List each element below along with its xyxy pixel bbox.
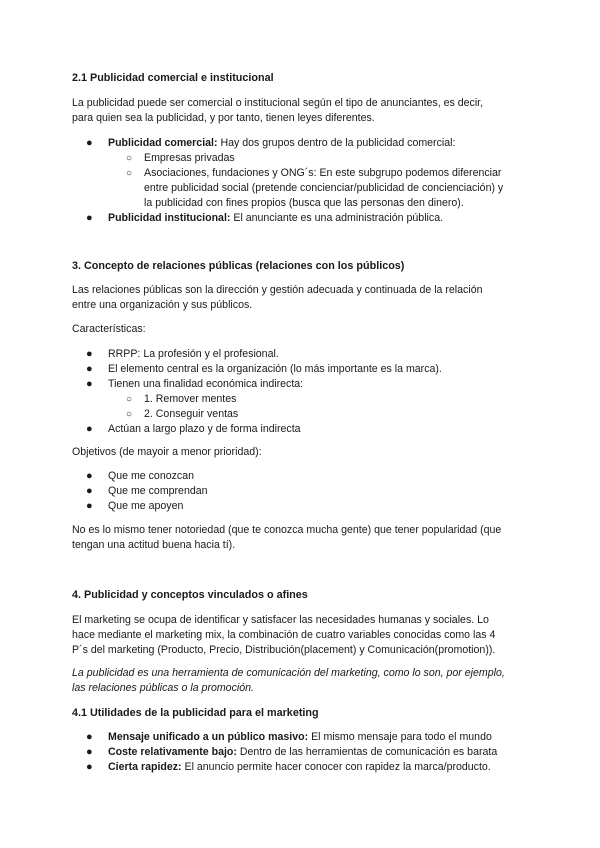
paragraph-line: las relaciones públicas o la promoción. (72, 682, 254, 694)
sub-list-item (72, 407, 534, 422)
list-item (72, 362, 534, 377)
term-label: Mensaje unificado a un público masivo: (108, 731, 309, 743)
section-4-paragraph (72, 613, 534, 658)
bullet-icon: ● (86, 731, 93, 743)
paragraph-line: La publicidad puede ser comercial o institucional según el tipo de anunciantes, es decir, (72, 97, 484, 109)
sub-list-item (72, 166, 534, 211)
item-text: Que me comprendan (108, 485, 208, 497)
objectives-label: Objetivos (de mayoir a menor prioridad): (72, 446, 262, 458)
paragraph-line: El marketing se ocupa de identificar y satisfacer las necesidades humanas y sociales. Lo (72, 614, 489, 626)
term-label: Cierta rapidez: (108, 761, 182, 773)
term-text: Dentro de las herramientas de comunicación es barata (236, 746, 498, 758)
characteristics-list (72, 347, 534, 437)
sub-item-text: Asociaciones, fundaciones y ONG´s: En este subgrupo podemos diferenciar (144, 167, 502, 179)
section-2-1-heading: 2.1 Publicidad comercial e institucional (72, 72, 274, 84)
circle-bullet-icon: ○ (126, 168, 133, 179)
objectives-list (72, 469, 534, 514)
list-item (72, 422, 534, 437)
paragraph-line: No es lo mismo tener notoriedad (que te conozca mucha gente) que tener popularidad (que (72, 524, 502, 536)
bullet-icon: ● (86, 470, 93, 482)
term-label: Publicidad comercial: (108, 137, 218, 149)
sub-list-item (72, 151, 534, 166)
section-3-intro (72, 283, 534, 313)
list-item (72, 347, 534, 362)
list-item (72, 484, 534, 499)
paragraph-line: entre una organización y sus públicos. (72, 299, 253, 311)
sub-item-text: Empresas privadas (144, 152, 235, 164)
bullet-icon: ● (86, 378, 93, 390)
bullet-icon: ● (86, 500, 93, 512)
section-2-1-intro (72, 96, 534, 126)
item-text: Actúan a largo plazo y de forma indirecta (108, 423, 301, 435)
bullet-icon: ● (86, 485, 93, 497)
paragraph-line: P´s del marketing (Producto, Precio, Distribución(placement) y Comunicación(promotion)). (72, 644, 496, 656)
section-3-heading: 3. Concepto de relaciones públicas (relaciones con los públicos) (72, 260, 405, 272)
section-3-closing (72, 523, 534, 553)
bullet-icon: ● (86, 761, 93, 773)
paragraph-line: para quien sea la publicidad, y por tanto, tienen leyes diferentes. (72, 112, 375, 124)
list-item (72, 745, 534, 760)
sub-item-text: 2. Conseguir ventas (144, 408, 239, 420)
bullet-icon: ● (86, 348, 93, 360)
item-text: Que me apoyen (108, 500, 184, 512)
item-text: Tienen una finalidad económica indirecta: (108, 378, 304, 390)
circle-bullet-icon: ○ (126, 409, 133, 420)
paragraph-line: hace mediante el marketing mix, la combinación de cuatro variables conocidas como las 4 (72, 629, 496, 641)
list-item (72, 499, 534, 514)
list-item (72, 760, 534, 775)
paragraph-line: tengan una actitud buena hacia tí). (72, 539, 236, 551)
item-text: RRPP: La profesión y el profesional. (108, 348, 279, 360)
term-text: Hay dos grupos dentro de la publicidad comercial: (217, 137, 456, 149)
term-label: Publicidad institucional: (108, 212, 231, 224)
paragraph-line: La publicidad es una herramienta de comunicación del marketing, como lo son, por ejemplo, (72, 667, 505, 679)
bullet-icon: ● (86, 212, 93, 224)
sub-item-text: la publicidad con fines propios (busca que las personas den dinero). (144, 197, 464, 209)
list-item (72, 136, 534, 151)
item-text: El elemento central es la organización (lo más importante es la marca). (108, 363, 442, 375)
list-item (72, 211, 534, 226)
section-4-heading: 4. Publicidad y conceptos vinculados o afines (72, 589, 308, 601)
characteristics-label: Características: (72, 323, 146, 335)
list-item (72, 377, 534, 392)
section-4-italic-note (72, 666, 534, 696)
sub-item-text: 1. Remover mentes (144, 393, 237, 405)
bullet-icon: ● (86, 363, 93, 375)
sub-list-item (72, 392, 534, 407)
bullet-icon: ● (86, 137, 93, 149)
term-label: Coste relativamente bajo: (108, 746, 237, 758)
advertising-types-list (72, 136, 534, 226)
marketing-utilities-list (72, 730, 534, 775)
term-text: El mismo mensaje para todo el mundo (308, 731, 492, 743)
bullet-icon: ● (86, 746, 93, 758)
circle-bullet-icon: ○ (126, 394, 133, 405)
term-text: El anunciante es una administración pública. (230, 212, 444, 224)
bullet-icon: ● (86, 423, 93, 435)
paragraph-line: Las relaciones públicas son la dirección y gestión adecuada y continuada de la relación (72, 284, 483, 296)
item-text: Que me conozcan (108, 470, 194, 482)
list-item (72, 469, 534, 484)
sub-item-text: entre publicidad social (pretende concienciar/publicidad de concienciación) y (144, 182, 504, 194)
list-item (72, 730, 534, 745)
section-4-1-heading: 4.1 Utilidades de la publicidad para el marketing (72, 707, 319, 719)
circle-bullet-icon: ○ (126, 153, 133, 164)
term-text: El anuncio permite hacer conocer con rapidez la marca/producto. (181, 761, 491, 773)
